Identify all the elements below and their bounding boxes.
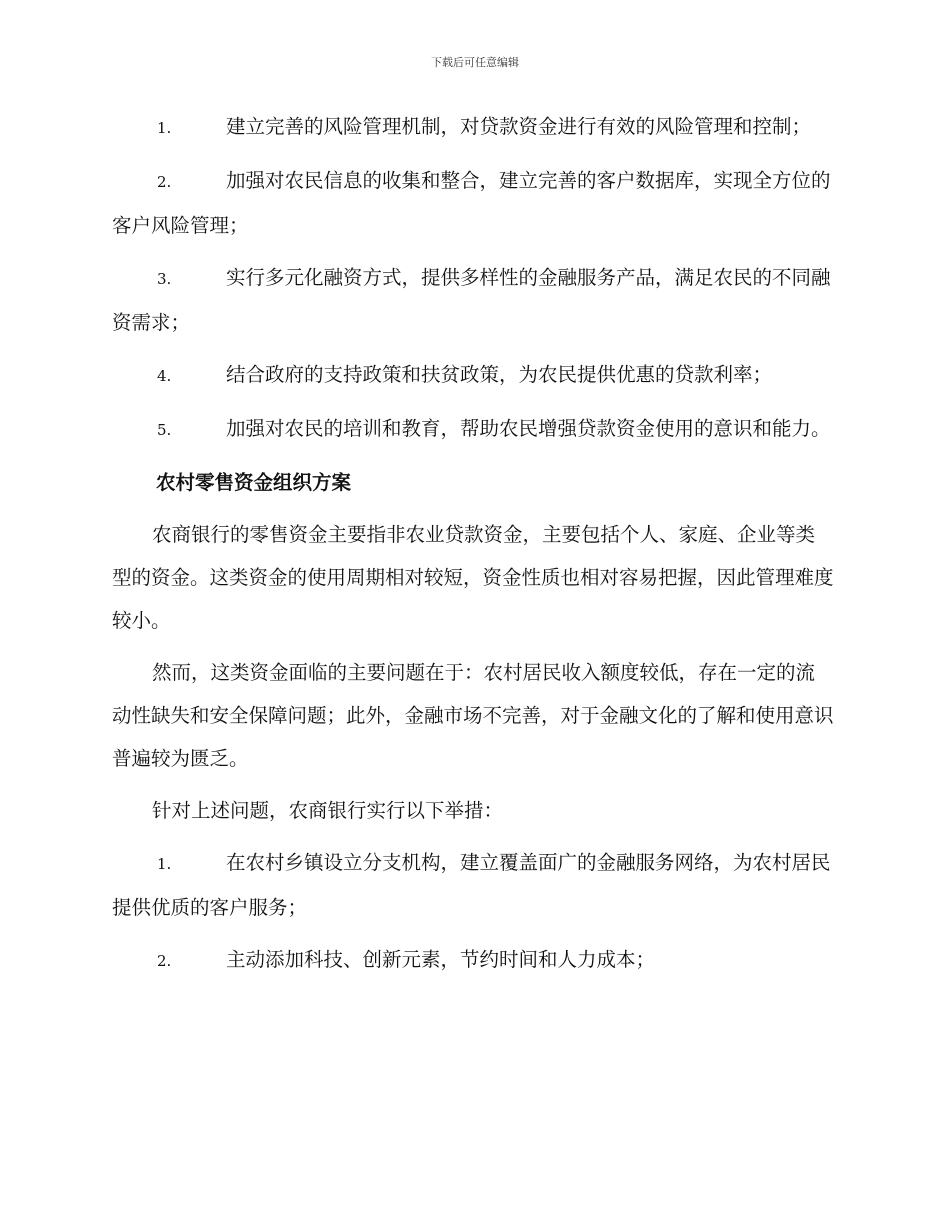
list-number: 3. (157, 270, 172, 288)
list-text: 实行多元化融资方式，提供多样性的金融服务产品，满足农民的不同融资需求； (112, 266, 831, 334)
list-text: 结合政府的支持政策和扶贫政策，为农民提供优惠的贷款利率； (226, 363, 773, 386)
list-item (112, 105, 834, 150)
list-text: 在农村乡镇设立分支机构，建立覆盖面广的金融服务网络，为农村居民提供优质的客户服务； (112, 851, 831, 919)
page-header: 下载后可任意编辑 (431, 56, 519, 69)
list-text: 加强对农民信息的收集和整合，建立完善的客户数据库，实现全方位的客户风险管理； (112, 169, 831, 237)
list-item (112, 841, 834, 929)
list-item (112, 407, 834, 452)
list-number: 2. (157, 952, 172, 970)
list-text: 主动添加科技、创新元素，节约时间和人力成本； (226, 948, 656, 971)
list-number: 1. (157, 855, 172, 873)
section-heading: 农村零售资金组织方案 (156, 471, 352, 494)
list-text: 加强对农民的培训和教育，帮助农民增强贷款资金使用的意识和能力。 (226, 417, 831, 440)
paragraph: 农商银行的零售资金主要指非农业贷款资金，主要包括个人、家庭、企业等类型的资金。这类资金的使用周期相对较短，资金性质也相对容易把握，因此管理难度较小。 (112, 523, 834, 632)
list-number: 5. (157, 421, 172, 439)
list-item (112, 256, 834, 344)
list-item (112, 159, 834, 247)
list-text: 建立完善的风险管理机制，对贷款资金进行有效的风险管理和控制； (226, 115, 812, 138)
list-item (112, 353, 834, 398)
list-number: 2. (157, 173, 172, 191)
list-number: 4. (157, 367, 172, 385)
list-item (112, 938, 834, 983)
paragraph: 针对上述问题，农商银行实行以下举措： (152, 799, 504, 822)
paragraph: 然而，这类资金面临的主要问题在于：农村居民收入额度较低，存在一定的流动性缺失和安全保障问题；此外，金融市场不完善，对于金融文化的了解和使用意识普遍较为匮乏。 (112, 661, 834, 770)
list-number: 1. (157, 119, 172, 137)
document-body (112, 105, 834, 992)
